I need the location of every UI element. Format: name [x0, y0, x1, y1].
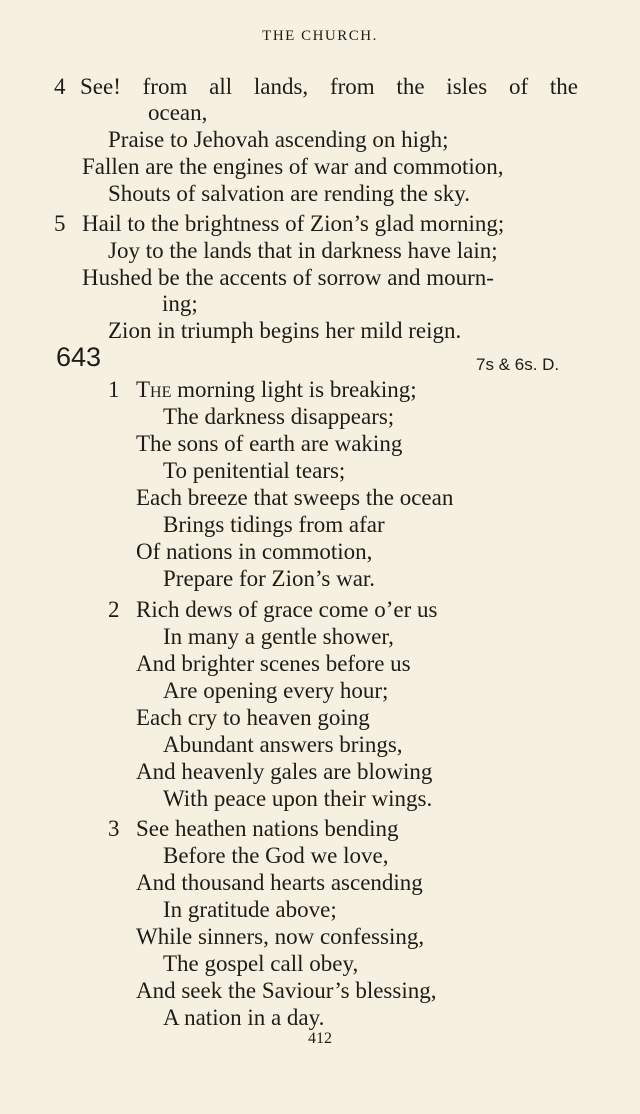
- hymn-number: 643: [56, 342, 102, 372]
- hymn-meter: 7s & 6s. D.: [476, 355, 560, 374]
- verse-line: In gratitude above;: [163, 897, 337, 922]
- verse-line: Each cry to heaven going: [136, 705, 370, 730]
- verse-line: And seek the Saviour’s blessing,: [136, 978, 437, 1003]
- verse-line: See! from all lands, from the isles of the: [80, 74, 578, 99]
- verse-line: The darkness disappears;: [163, 404, 395, 429]
- running-header: THE CHURCH.: [262, 28, 378, 44]
- verse-line: With peace upon their wings.: [163, 786, 433, 811]
- verse-line: Brings tidings from afar: [163, 512, 385, 537]
- verse-line: Rich dews of grace come o’er us: [136, 597, 438, 622]
- verse-number: 5: [54, 211, 66, 236]
- verse-line: Praise to Jehovah ascending on high;: [108, 127, 449, 152]
- verse-line: Zion in triumph begins her mild reign.: [108, 318, 462, 343]
- verse-line: Prepare for Zion’s war.: [163, 566, 376, 591]
- verse-line: ing;: [162, 291, 198, 316]
- verse-line: Abundant answers brings,: [163, 732, 403, 757]
- verse-number: 2: [108, 597, 120, 622]
- verse-line: Joy to the lands that in darkness have lain;: [108, 238, 498, 263]
- verse-first-word: The: [136, 377, 172, 402]
- verse-line: A nation in a day.: [163, 1005, 325, 1030]
- verse-line: The sons of earth are waking: [136, 431, 403, 456]
- verse-line: The gospel call obey,: [163, 951, 359, 976]
- verse-line: See heathen nations bending: [136, 816, 399, 841]
- verse-line: In many a gentle shower,: [163, 624, 394, 649]
- verse-line: To penitential tears;: [163, 458, 346, 483]
- verse-line: Of nations in commotion,: [136, 539, 373, 564]
- verse-line: And heavenly gales are blowing: [136, 759, 433, 784]
- verse-line: Are opening every hour;: [163, 678, 389, 703]
- verse-line: Each breeze that sweeps the ocean: [136, 485, 454, 510]
- verse-line: Hushed be the accents of sorrow and mourn-: [82, 265, 494, 290]
- verse-line: And thousand hearts ascending: [136, 870, 423, 895]
- verse-number: 3: [108, 816, 120, 841]
- verse-line: Before the God we love,: [163, 843, 389, 868]
- verse-number: 4: [54, 74, 66, 99]
- verse-number: 1: [108, 377, 120, 402]
- verse-line: While sinners, now confessing,: [136, 924, 425, 949]
- verse-line: Shouts of salvation are rending the sky.: [108, 181, 470, 206]
- verse-line: Hail to the brightness of Zion’s glad morning;: [82, 211, 505, 236]
- verse-line: Fallen are the engines of war and commotion,: [82, 154, 504, 179]
- page-number: 412: [308, 1030, 332, 1047]
- verse-line: And brighter scenes before us: [136, 651, 411, 676]
- verse-line: morning light is breaking;: [171, 377, 417, 402]
- verse-first-line: [136, 378, 417, 401]
- verse-line: ocean,: [148, 100, 208, 125]
